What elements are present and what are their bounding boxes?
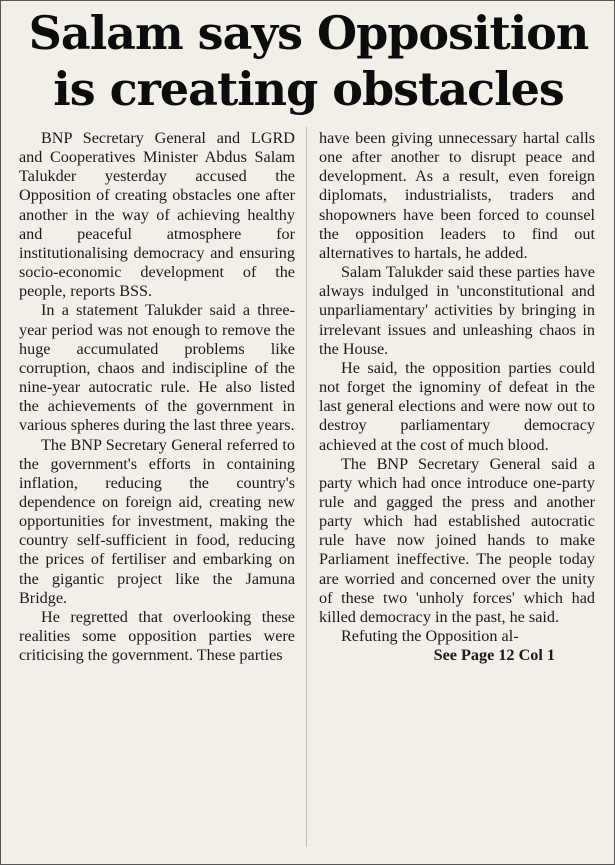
paragraph: He regretted that overlooking these realities some opposition parties were criticising the government. These parties	[19, 607, 295, 665]
paragraph-continued: have been giving unnecessary hartal calls one after another to disrupt peace and development. As a result, even foreign diplomats, industrialists, traders and shopowners have been forced to counsel the opposition leaders to find out alternatives to hartals, he added.	[319, 129, 595, 262]
column-divider	[306, 127, 307, 847]
article-column-left	[19, 129, 295, 665]
paragraph: BNP Secretary General and LGRD and Cooperatives Minister Abdus Salam Talukder yesterday accused the Opposition of creating obstacles one after another in the way of achieving healthy and peaceful atmosphere for institutionalising democracy and ensuring socio-economic development of the people, reports BSS.	[19, 129, 295, 301]
headline-line-1: Salam says Opposition	[28, 6, 589, 60]
article-column-right	[319, 129, 595, 665]
paragraph: The BNP Secretary General said a party which had once introduce one-party rule and gagged the press and another party which had established autocratic rule have now joined hands to make Parliament ineffective. The people today are worried and concerned over the unity of these two 'unholy forces' which had killed democracy in the past, he said.	[319, 454, 595, 626]
paragraph: Refuting the Opposition al-	[341, 627, 519, 646]
continued-on-page-link[interactable]: See Page 12 Col 1	[433, 646, 555, 665]
paragraph: Salam Talukder said these parties have always indulged in 'unconstitutional and unparliamentary' activities by bringing in irrelevant issues and unleashing chaos in the House.	[319, 263, 595, 358]
headline	[1, 5, 615, 117]
paragraph: The BNP Secretary General referred to the government's efforts in containing inflation, reducing the country's dependence on foreign aid, creating new opportunities for investment, making the country self-sufficient in food, reducing the prices of fertiliser and embarking on the gigantic project like the Jamuna Bridge.	[19, 435, 295, 607]
paragraph: He said, the opposition parties could not forget the ignominy of defeat in the last general elections and were now out to destroy parliamentary democracy achieved at the cost of much blood.	[319, 358, 595, 454]
paragraph: In a statement Talukder said a three-year period was not enough to remove the huge accumulated problems like corruption, chaos and indiscipline of the nine-year autocratic rule. He also listed the achievements of the government in various spheres during the last three years.	[19, 301, 295, 435]
headline-line-2: is creating obstacles	[53, 62, 564, 116]
